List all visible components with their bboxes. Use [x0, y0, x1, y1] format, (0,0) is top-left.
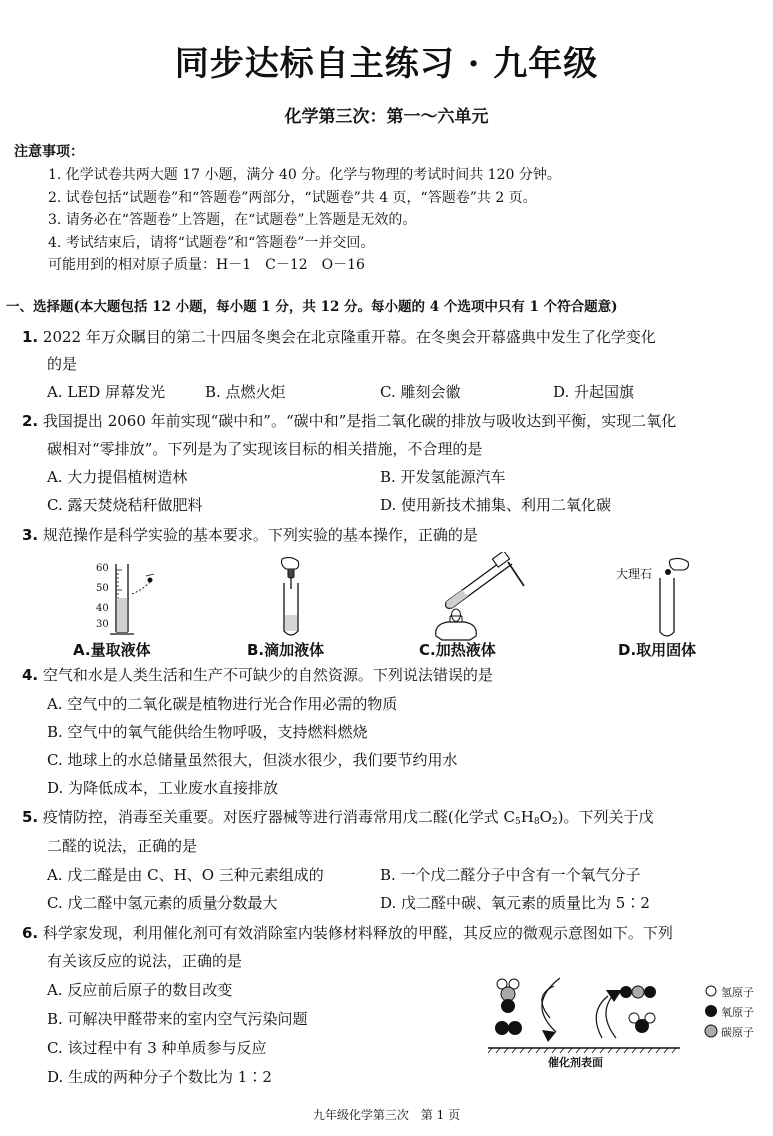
page-subtitle: 化学第三次：第一～六单元	[284, 107, 489, 127]
q4-option-b: B. 空气中的氧气能供给生物呼吸，支持燃料燃烧	[47, 723, 368, 741]
question-number: 4.	[22, 666, 39, 684]
carbon-atom-icon	[705, 1025, 717, 1037]
q5-option-a: A. 戊二醛是由 C、H、O 三种元素组成的	[47, 866, 324, 884]
marble-label: 大理石	[616, 567, 653, 581]
page-footer: 九年级化学第三次 第 1 页	[312, 1108, 461, 1122]
q3-option-d: D.取用固体	[618, 641, 697, 659]
question-text: 2022 年万众瞩目的第二十四届冬奥会在北京隆重开幕。在冬奥会开幕盛典中发生了化学变化	[42, 328, 656, 346]
question-number: 2.	[22, 412, 39, 430]
q1-option-d: D. 升起国旗	[553, 383, 635, 401]
question-number: 6.	[22, 924, 39, 942]
question-text: 我国提出 2060 年前实现“碳中和”。“碳中和”是指二氧化碳的排放与吸收达到平衡，实现二氧化	[42, 412, 677, 430]
q1-option-b: B. 点燃火炬	[205, 383, 286, 401]
question-text: 空气和水是人类生活和生产不可缺少的自然资源。下列说法错误的是	[42, 666, 493, 684]
notice-item-2: 2. 试卷包括“试题卷”和“答题卷”两部分，“试题卷”共 4 页，“答题卷”共 2 页。	[48, 190, 537, 206]
q4-option-a: A. 空气中的二氧化碳是植物进行光合作用必需的物质	[47, 695, 398, 713]
question-text-end: )。下列关于戊	[557, 808, 654, 826]
question-1	[22, 326, 656, 347]
question-3	[22, 524, 478, 545]
cylinder-mark-30: 30	[96, 619, 109, 630]
q6-option-d: D. 生成的两种分子个数比为 1∶2	[47, 1068, 272, 1086]
section-heading: 一、选择题(本大题包括 12 小题，每小题 1 分，共 12 分。每小题的 4 个选项中只有 1 个符合题意)	[6, 299, 618, 315]
question-4	[22, 664, 493, 685]
question-text: 科学家发现，利用催化剂可有效消除室内装修材料释放的甲醛，其反应的微观示意图如下。下列	[42, 924, 673, 942]
q2-option-d: D. 使用新技术捕集、利用二氧化碳	[380, 496, 612, 514]
question-text: 规范操作是科学实验的基本要求。下列实验的基本操作，正确的是	[42, 526, 478, 544]
formula-h: H	[520, 808, 534, 826]
question-6-line2: 有关该反应的说法，正确的是	[47, 952, 243, 970]
q2-option-b: B. 开发氢能源汽车	[380, 468, 506, 486]
q3-option-a: A.量取液体	[73, 641, 151, 659]
cylinder-mark-40: 40	[96, 603, 109, 614]
atomic-mass-line: 可能用到的相对原子质量：H－1 C－12 O－16	[48, 257, 365, 273]
notice-item-3: 3. 请务必在“答题卷”上答题，在“试题卷”上答题是无效的。	[48, 212, 417, 228]
q5-option-d: D. 戊二醛中碳、氧元素的质量比为 5∶2	[380, 894, 650, 912]
question-5-line2: 二醛的说法，正确的是	[47, 837, 198, 855]
heating-liquid-figure	[428, 552, 528, 644]
question-5	[22, 806, 654, 827]
question-2-line2: 碳相对“零排放”。下列是为了实现该目标的相关措施，不合理的是	[47, 440, 483, 458]
page-title: 同步达标自主练习 · 九年级	[174, 44, 599, 84]
question-number: 5.	[22, 808, 39, 826]
catalyst-surface-label: 催化剂表面	[548, 1056, 603, 1069]
q1-option-c: C. 雕刻会徽	[380, 383, 461, 401]
legend-oxygen: 氧原子	[721, 1006, 754, 1019]
q2-option-c: C. 露天焚烧秸秆做肥料	[47, 496, 203, 514]
notice-heading: 注意事项：	[14, 144, 84, 160]
formula-sub-o: 2	[551, 817, 558, 827]
question-1-line2: 的是	[47, 355, 78, 373]
dropper-test-tube-figure	[268, 555, 314, 640]
formula-sub-c: 5	[515, 817, 521, 827]
notice-item-1: 1. 化学试卷共两大题 17 小题，满分 40 分。化学与物理的考试时间共 120 分钟。	[48, 167, 561, 183]
oxygen-atom-icon	[705, 1005, 717, 1017]
question-number: 1.	[22, 328, 39, 346]
question-6	[22, 922, 673, 943]
formula-sub-h: 8	[533, 817, 540, 827]
legend-carbon: 碳原子	[721, 1026, 754, 1039]
q1-option-a: A. LED 屏幕发光	[47, 383, 166, 401]
question-number: 3.	[22, 526, 39, 544]
cylinder-mark-50: 50	[96, 583, 109, 594]
test-tube-solid-figure	[650, 556, 698, 640]
legend-hydrogen: 氢原子	[721, 986, 754, 999]
q4-option-c: C. 地球上的水总储量虽然很大，但淡水很少，我们要节约用水	[47, 751, 458, 769]
q4-option-d: D. 为降低成本，工业废水直接排放	[47, 779, 279, 797]
q3-option-c: C.加热液体	[419, 641, 496, 659]
cylinder-mark-60: 60	[96, 563, 109, 574]
q5-option-b: B. 一个戊二醛分子中含有一个氧气分子	[380, 866, 641, 884]
q6-option-b: B. 可解决甲醛带来的室内空气污染问题	[47, 1010, 308, 1028]
q6-option-a: A. 反应前后原子的数目改变	[47, 981, 233, 999]
q5-option-c: C. 戊二醛中氢元素的质量分数最大	[47, 894, 278, 912]
hydrogen-atom-icon	[706, 986, 716, 996]
question-text: 疫情防控，消毒至关重要。对医疗器械等进行消毒常用戊二醛(化学式 C	[42, 808, 516, 826]
notice-item-4: 4. 考试结束后，请将“试题卷”和“答题卷”一并交回。	[48, 235, 375, 251]
formula-o: O	[539, 808, 552, 826]
q3-option-b: B.滴加液体	[247, 641, 325, 659]
q2-option-a: A. 大力提倡植树造林	[47, 468, 188, 486]
atom-legend-icons	[704, 984, 718, 1044]
question-2	[22, 410, 676, 431]
q6-option-c: C. 该过程中有 3 种单质参与反应	[47, 1039, 267, 1057]
